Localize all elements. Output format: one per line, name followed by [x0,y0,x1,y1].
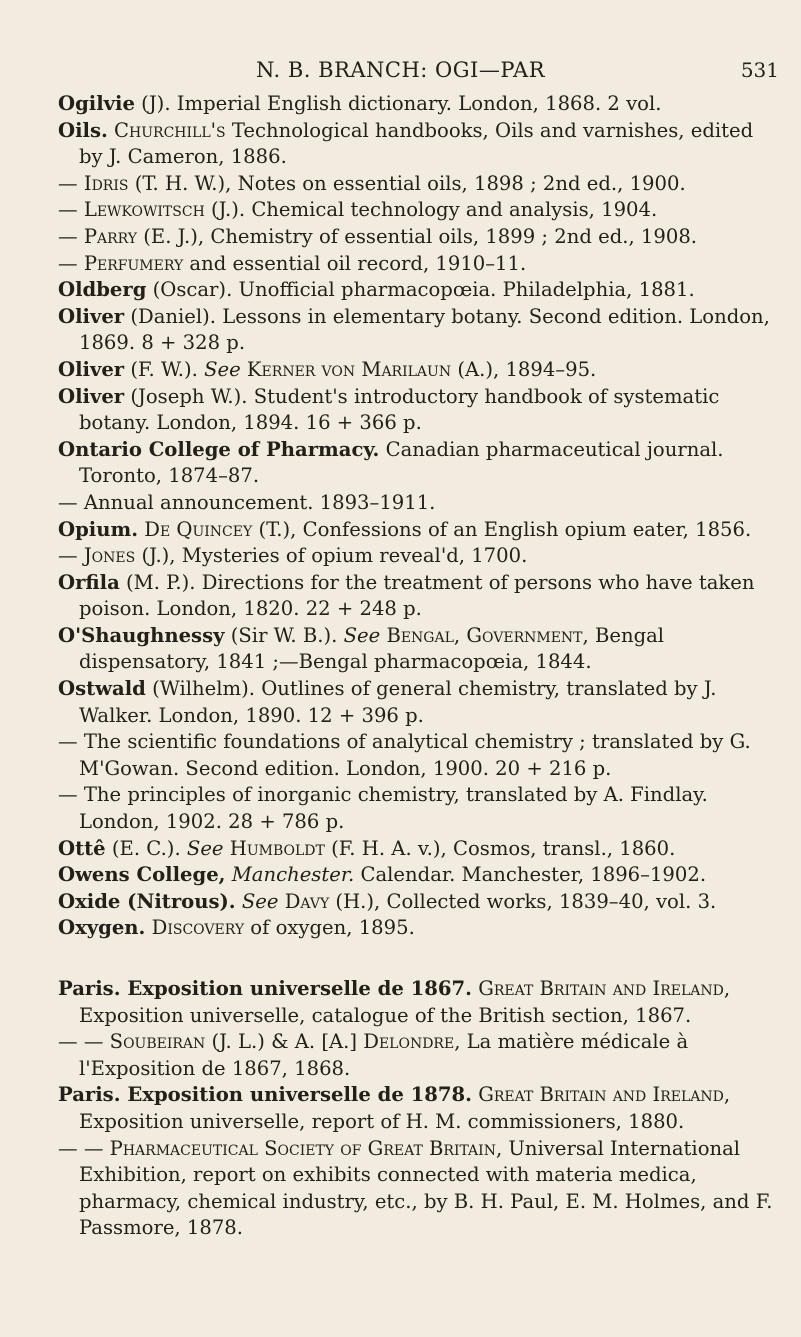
entry-headword: Ogilvie [58,92,135,115]
entry-text: Calendar. Manchester, 1896–1902. [354,863,707,887]
entry-text: (Wilhelm). Outlines of general chemistry, translated by J. Walker. London, 1890. 12 + 396 p. [79,677,717,727]
ditto-dash: — — [58,1030,110,1054]
ditto-dash: — [58,198,84,222]
entry-place: Manchester. [225,863,355,887]
entry-headword: Orfila [58,570,120,594]
entry-text: The principles of inorganic chemistry, translated by A. Findlay. London, 1902. 28 + 786 p. [79,783,708,834]
bibliography-entry [58,543,778,570]
bibliography-entry [58,517,778,544]
bibliography-entry [58,889,778,916]
entry-author: De Quincey [144,517,253,541]
bibliography-entry [58,570,778,623]
entry-text: and essential oil record, 1910–11. [183,251,527,275]
ditto-dash: — [58,224,84,248]
entry-text: (T. H. W.), Notes on essential oils, 1898 ; 2nd ed., 1900. [128,171,686,195]
ditto-dash: — [58,730,84,754]
entry-author: Pharmaceutical Society of Great Britain, [109,1136,503,1160]
running-head: N. B. BRANCH: OGI—PAR [255,58,546,82]
entry-text: (F. W.). [124,357,205,381]
ditto-dash: — [58,783,84,807]
entry-author: Kerner von Marilaun [246,357,452,381]
entry-headword: Opium. [58,517,139,541]
entry-text-2: (H.), Collected works, 1839–40, vol. 3. [329,889,717,913]
entry-text: The scientific foundations of analytical chemistry ; translated by G. M'Gowan. Second edition. London, 1900. 20 + 216 p. [79,730,751,780]
bibliography-entry [58,782,778,835]
entry-headword: Ontario College of Pharmacy. [58,437,380,461]
entry-author: Humboldt [229,836,325,860]
bibliography-entry [58,862,778,889]
bibliography-entry [58,623,778,676]
entry-headword: Oils. [58,118,108,142]
entry-headword: Oxygen. [58,916,146,940]
entry-headword: Owens College, [58,863,226,887]
entry-author: Discovery [151,916,245,940]
bibliography-entry [58,251,778,278]
entry-text: (J. L.) & A. [A.] [205,1030,364,1054]
entry-author: Great Britain and Ireland, [478,1083,731,1107]
bibliography-entry [58,1082,778,1135]
section-gap [58,942,778,976]
bibliography-entry [58,224,778,251]
entry-headword: Paris. Exposition universelle de 1878. [58,1083,472,1107]
ditto-dash: — [58,490,84,514]
entry-text: (J.). Chemical technology and analysis, 1904. [204,198,658,222]
bibliography-entry [58,384,778,437]
entry-author: Davy [284,889,330,913]
bibliography-entry [58,118,778,171]
bibliography-entry [58,277,778,304]
entry-author: Great Britain and Ireland, [478,977,731,1000]
entry-text: Exposition universelle, report of H. M. commissioners, 1880. [79,1109,685,1133]
entry-text-2: La matière médicale à l'Exposition de 1867, 1868. [79,1030,689,1080]
see-reference: See [343,623,381,647]
see-reference: See [204,357,241,381]
entry-text: (E. C.). [105,836,187,860]
bibliography-entry [58,976,778,1029]
entry-text: (J). Imperial English dictionary. London, 1868. 2 vol. [134,92,662,115]
entry-headword: Paris. Exposition universelle de 1867. [58,977,472,1000]
bibliography-entry [58,91,778,118]
ditto-dash: — [58,251,84,275]
entry-author: Bengal, Government, [386,623,589,647]
ditto-dash: — — [58,1136,110,1160]
entry-text-2: Bengal dispensatory, 1841 ;—Bengal pharmacopœia, 1844. [79,623,665,674]
ditto-dash: — [58,171,84,195]
entry-text: (Oscar). Unofficial pharmacopœia. Philadelphia, 1881. [146,278,695,302]
bibliography-entry [58,304,778,357]
entry-text: (Daniel). Lessons in elementary botany. Second edition. London, 1869. 8 + 328 p. [79,304,770,355]
entry-text-2: (F. H. A. v.), Cosmos, transl., 1860. [324,836,676,860]
entry-author: Soubeiran [109,1030,206,1054]
entry-author: Perfumery [83,251,184,275]
entry-author: Lewkowitsch [83,198,205,222]
bibliography-entry [58,1136,778,1242]
entry-text: (T.), Confessions of an English opium eater, 1856. [252,517,752,541]
entry-text: (E. J.), Chemistry of essential oils, 1899 ; 2nd ed., 1908. [137,224,698,248]
bibliography-entry [58,357,778,384]
entry-text: (J.), Mysteries of opium reveal'd, 1700. [135,544,528,568]
entry-headword: Ostwald [58,677,146,701]
bibliography-entry [58,1029,778,1082]
bibliography-entry [58,915,778,942]
see-reference: See [186,836,224,860]
bibliography-entry [58,197,778,224]
entry-text: (Sir W. B.). [224,623,344,647]
page-number: 531 [740,58,779,82]
entry-text: Technological handbooks, Oils and varnishes, edited by J. Cameron, 1886. [79,118,754,169]
bibliography-entries [58,91,778,1242]
bibliography-entry [58,729,778,782]
entry-author: Parry [83,224,138,248]
entry-headword: Oliver [58,357,125,381]
bibliography-entry [58,490,778,517]
entry-text: (Joseph W.). Student's introductory handbook of systematic botany. London, 1894. 16 + 366 p. [79,384,720,435]
bibliography-entry [58,836,778,863]
page-header [0,58,801,88]
entry-text: Exposition universelle, catalogue of the British section, 1867. [79,1003,692,1027]
entry-headword: Ottê [58,836,106,860]
entry-headword: Oliver [58,304,125,328]
bibliography-entry [58,171,778,198]
entry-headword: O'Shaughnessy [58,623,225,647]
bibliography-entry [58,437,778,490]
bibliography-entry [58,676,778,729]
entry-headword: Oxide (Nitrous). [58,889,236,913]
entry-author: Jones [83,544,136,568]
entry-text: of oxygen, 1895. [244,916,415,940]
entry-text: Universal International Exhibition, report on exhibits connected with materia medica, pharmacy, chemical industry, etc., by B. H. Paul, E. M. Holmes, and F. Passmore, 1878. [79,1136,773,1240]
entry-author-2: Delondre, [363,1030,461,1054]
entry-author: Churchill's [114,118,226,142]
entry-headword: Oldberg [58,278,147,302]
entry-headword: Oliver [58,384,125,408]
see-reference: See [241,889,279,913]
ditto-dash: — [58,544,84,568]
entry-text-2: (A.), 1894–95. [451,357,597,381]
entry-author: Idris [83,171,129,195]
entry-text: Annual announcement. 1893–1911. [83,490,436,514]
entry-text: Canadian pharmaceutical journal. Toronto, 1874–87. [79,437,724,488]
entry-text: (M. P.). Directions for the treatment of persons who have taken poison. London, 1820. 22 + 248 p. [79,570,755,621]
